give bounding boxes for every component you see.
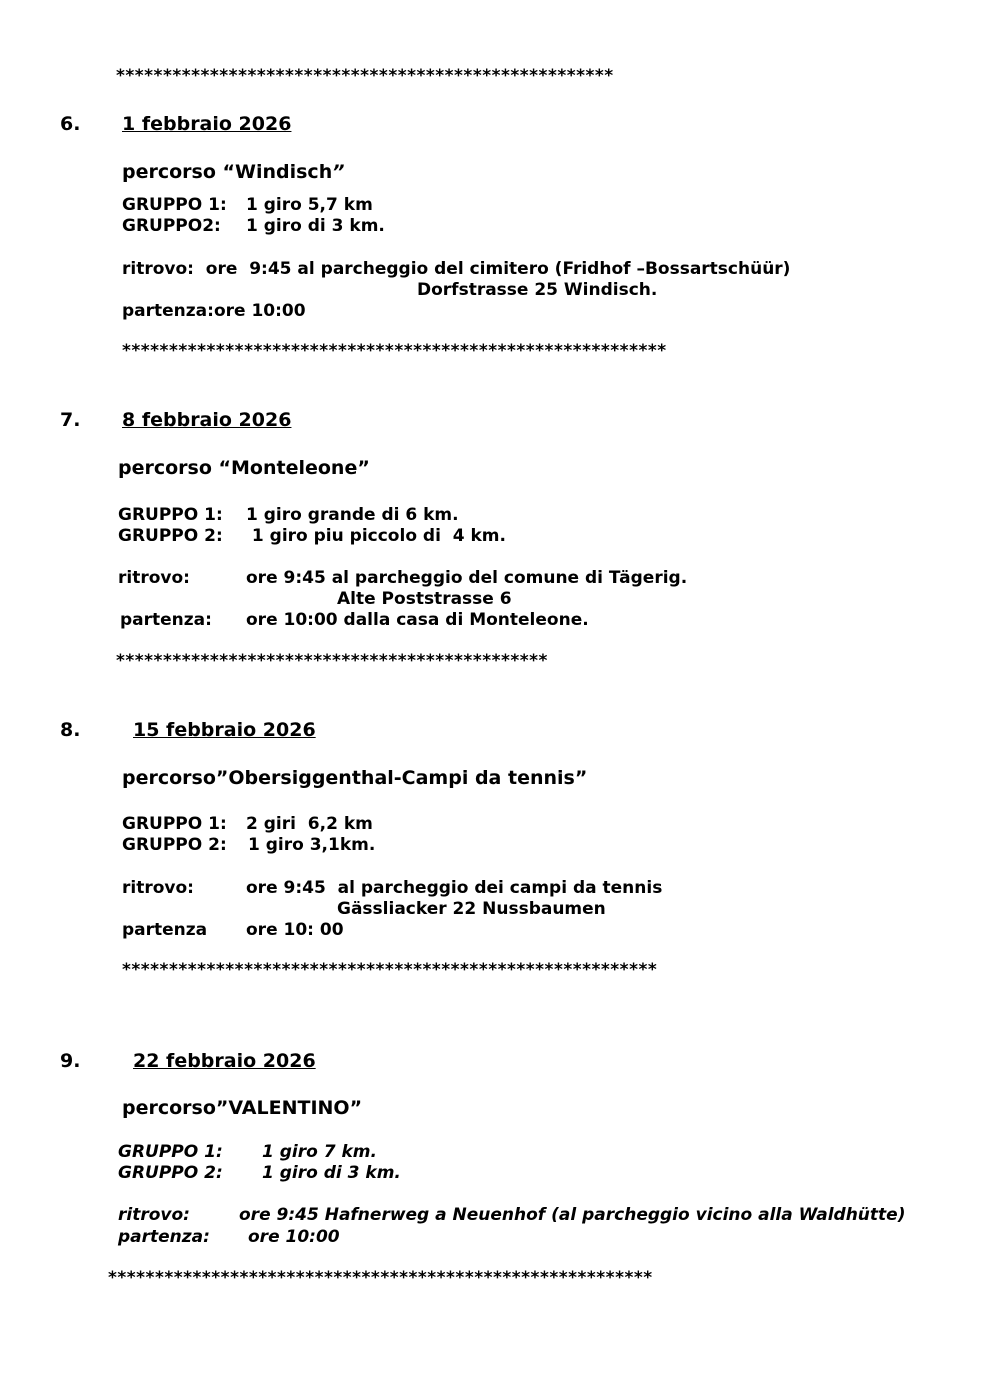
event-number: 8. [60,719,81,741]
event-date: 8 febbraio 2026 [122,409,292,431]
event-number: 9. [60,1050,81,1072]
separator: ********************************************************* [122,960,658,980]
group-1-label: GRUPPO 1: [122,814,227,834]
group-1-value: 1 giro 5,7 km [246,195,373,215]
departure-label: partenza: [118,1227,210,1247]
event-date: 22 febbraio 2026 [133,1050,316,1072]
group-2-value: 1 giro di 3 km. [246,216,385,236]
event-route: percorso “Monteleone” [118,457,370,479]
meeting-value: ore 9:45 al parcheggio dei campi da tennis [246,878,663,898]
event-route: percorso”VALENTINO” [122,1097,363,1119]
meeting-label: ritrovo: [118,1205,190,1225]
route-text: percorso “Windisch [122,161,333,183]
group-2-label: GRUPPO 2: [118,526,223,546]
group-2-label: GRUPPO 2: [122,835,227,855]
meeting-address: Dorfstrasse 25 Windisch. [417,280,658,300]
group-1-label: GRUPPO 1: [122,195,227,215]
event-route: percorso”Obersiggenthal-Campi da tennis” [122,767,588,789]
separator-top: ***************************************************** [116,66,614,86]
event-number: 7. [60,409,81,431]
separator: ********************************************************** [108,1268,653,1288]
meeting-label: ritrovo: [118,568,190,588]
meeting-value: ore 9:45 Hafnerweg a Neuenhof (al parcheggio vicino alla Waldhütte) [239,1205,906,1225]
route-quote: ” [332,161,345,183]
separator: ********************************************************** [122,341,667,361]
departure-value: ore 10:00 [248,1227,340,1247]
event-date: 1 febbraio 2026 [122,113,292,135]
group-1-value: 2 giri 6,2 km [246,814,373,834]
departure-value: ore 10:00 dalla casa di Monteleone. [246,610,589,630]
group-1-value: 1 giro 7 km. [262,1142,377,1162]
separator: ********************************************** [116,651,548,671]
meeting-address: Alte Poststrasse 6 [337,589,512,609]
group-2-value: 1 giro 3,1km. [248,835,376,855]
group-1-label: GRUPPO 1: [118,505,223,525]
departure-label: partenza [122,920,208,940]
group-1-label: GRUPPO 1: [118,1142,223,1162]
group-2-label: GRUPPO2: [122,216,221,236]
event-route [122,162,344,183]
group-2-value: 1 giro piu piccolo di 4 km. [246,526,506,546]
group-2-label: GRUPPO 2: [118,1163,223,1183]
event-number: 6. [60,113,81,135]
event-date: 15 febbraio 2026 [133,719,316,741]
meeting-label: ritrovo: [122,878,194,898]
meeting-line: ritrovo: ore 9:45 al parcheggio del cimitero (Fridhof –Bossartschüür) [122,259,791,279]
group-2-value: 1 giro di 3 km. [262,1163,401,1183]
group-1-value: 1 giro grande di 6 km. [246,505,459,525]
meeting-address: Gässliacker 22 Nussbaumen [337,899,606,919]
meeting-value: ore 9:45 al parcheggio del comune di Tägerig. [246,568,688,588]
departure-value: ore 10: 00 [246,920,344,940]
departure-label: partenza: [120,610,212,630]
departure-line: partenza:ore 10:00 [122,301,306,321]
